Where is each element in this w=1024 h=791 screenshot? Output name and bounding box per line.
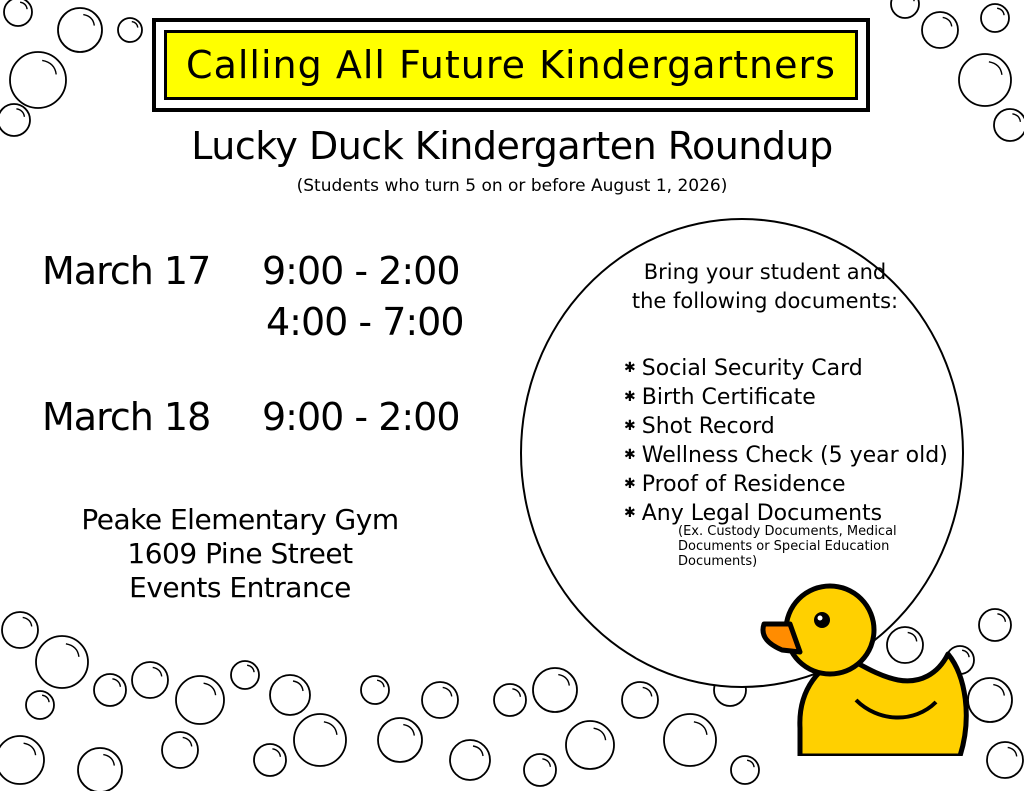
bubble-icon [254,744,286,776]
schedule-time-1a: 9:00 - 2:00 [262,249,460,293]
eligibility-note: (Students who turn 5 on or before August 1, 2026) [296,176,728,196]
asterisk-bullet-icon: ✱ [624,476,636,492]
bubble-icon [361,676,389,704]
bubble-icon [118,18,142,42]
asterisk-bullet-icon: ✱ [624,418,636,434]
document-item-label: Social Security Card [641,356,863,381]
bubble-icon [922,12,958,48]
schedule-time-2a: 9:00 - 2:00 [262,395,460,439]
bubble-icon [959,54,1011,106]
document-item [624,441,948,470]
bubble-icon [176,676,224,724]
title-banner [152,18,870,112]
rubber-duck-icon [760,578,970,756]
location-building: Peake Elementary Gym [81,503,399,536]
bubble-icon [524,754,556,786]
bubble-icon [981,4,1009,32]
documents-list [624,354,948,528]
bubble-icon [270,675,310,715]
document-item-label: Birth Certificate [641,385,816,410]
bubble-icon [987,742,1023,778]
documents-intro-line-2: the following documents: [631,289,899,313]
bubble-icon [0,736,44,784]
bubble-icon [664,714,716,766]
bubble-icon [494,684,526,716]
bubble-icon [94,674,126,706]
document-item [624,354,948,383]
asterisk-bullet-icon: ✱ [624,505,636,521]
bubble-icon [622,682,658,718]
schedule-time-1b: 4:00 - 7:00 [266,300,464,344]
location-address: 1609 Pine Street [127,537,353,570]
bubble-icon [891,0,919,18]
bubble-icon [731,756,759,784]
bubble-icon [979,609,1011,641]
bubble-icon [26,691,54,719]
event-name: Lucky Duck Kindergarten Roundup [191,124,833,168]
asterisk-bullet-icon: ✱ [624,389,636,405]
document-item [624,383,948,412]
document-item [624,412,948,441]
bubble-icon [294,714,346,766]
schedule-date-1: March 17 [42,249,211,293]
banner-title: Calling All Future Kindergartners [164,30,858,100]
bubble-icon [36,636,88,688]
bubble-icon [566,721,614,769]
bubble-icon [422,682,458,718]
bubble-icon [533,668,577,712]
bubble-icon [378,718,422,762]
document-item [624,470,948,499]
documents-intro-line-1: Bring your student and [643,260,887,284]
document-item-label: Shot Record [641,414,775,439]
document-item-label: Any Legal Documents [641,501,883,526]
asterisk-bullet-icon: ✱ [624,447,636,463]
legal-documents-note: (Ex. Custody Documents, Medical Documents or Special Education Documents) [678,524,897,569]
bubble-icon [132,662,168,698]
bubble-icon [4,0,32,26]
schedule-date-2: March 18 [42,395,211,439]
location-entrance: Events Entrance [129,571,351,604]
bubble-icon [10,52,66,108]
bubble-icon [2,612,38,648]
bubble-icon [231,661,259,689]
event-location [40,503,440,605]
asterisk-bullet-icon: ✱ [624,360,636,376]
document-item-label: Wellness Check (5 year old) [641,443,948,468]
bubble-icon [968,678,1012,722]
bubble-icon [78,748,122,791]
document-item-label: Proof of Residence [641,472,846,497]
bubble-icon [58,8,102,52]
bubble-icon [450,740,490,780]
documents-intro [600,258,930,316]
bubble-icon [162,732,198,768]
